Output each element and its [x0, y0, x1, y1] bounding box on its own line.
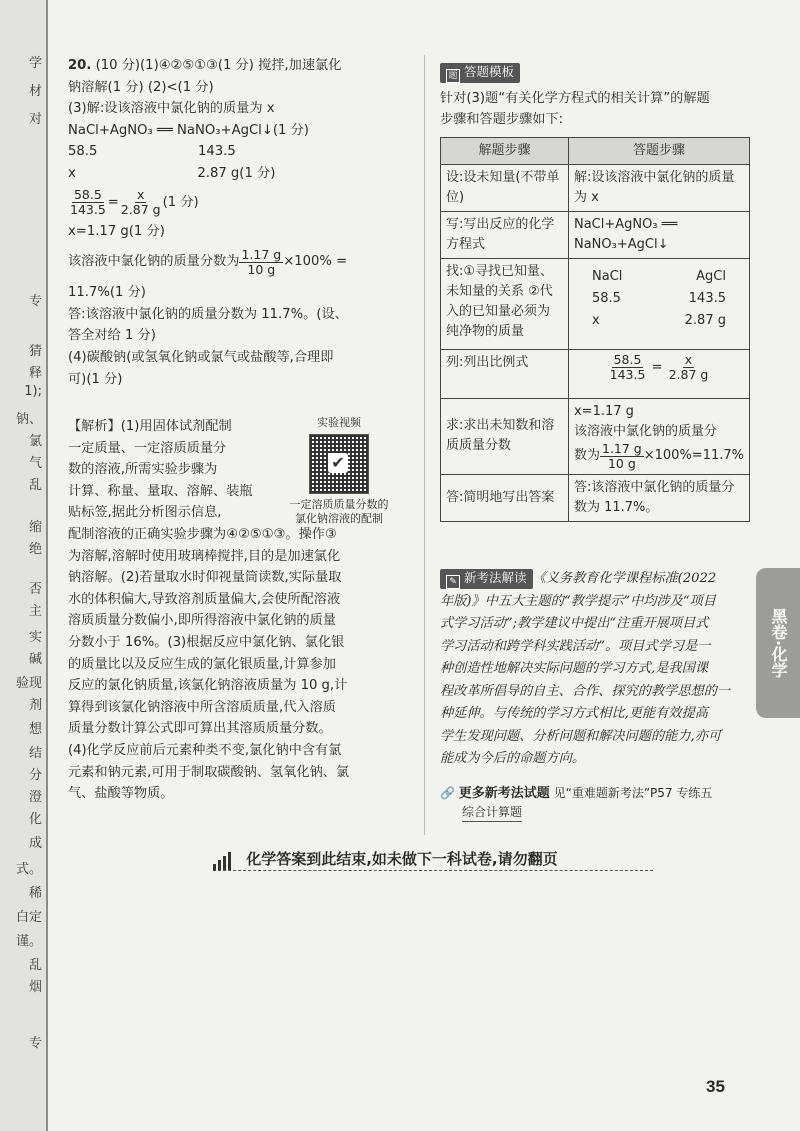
table-header: 解题步骤 — [441, 137, 569, 164]
previous-page-fragment: 化 — [28, 812, 42, 827]
pen-icon: ✎ — [446, 575, 460, 589]
previous-page-fragment: 钠、 — [15, 412, 42, 427]
question-20-answer — [68, 55, 413, 390]
dashed-divider — [213, 870, 653, 871]
previous-page-fragment: 学 — [28, 56, 42, 71]
new-exam-tag: ✎ 新考法解读 — [440, 569, 533, 589]
table-row: 列:列出比例式 $\frac{58.5}{143.5}$ = $\frac{x}{2.87 g}$ — [441, 349, 750, 398]
table-row: 求:求出未知数和溶质质量分数 x=1.17 g 该溶液中氯化钠的质量分 数为 $\frac{1.17 g}{10 g}$ ×100%=11.7% — [441, 398, 750, 474]
qr-caption: 一定溶质质量分数的 — [289, 498, 389, 511]
previous-page-fragment: 猜 — [28, 344, 42, 359]
ratio-cell: $\frac{58.5}{143.5}$ = $\frac{x}{2.87 g}$ — [568, 349, 749, 398]
end-notice: 化学答案到此结束,如未做下一科试卷,请勿翻页 — [213, 848, 558, 870]
answer-line: (3)解:设该溶液中氯化钠的质量为 x — [68, 101, 275, 117]
qr-code-icon[interactable] — [309, 434, 369, 494]
previous-page-fragment: 式。 — [15, 862, 42, 877]
previous-page-fragment: 否 — [28, 582, 42, 597]
page-number: 35 — [706, 1077, 725, 1096]
check-icon: ✔ — [328, 453, 348, 473]
answer-template-tag: 题 答题模板 — [440, 63, 520, 83]
x-result: x=1.17 g(1 分) — [68, 223, 165, 239]
previous-page-fragment: 乱 — [28, 478, 42, 493]
previous-page-fragment: 白定 — [15, 910, 42, 925]
previous-page-fragment: 专 — [28, 1036, 42, 1051]
more-questions-link[interactable]: 🔗 更多新考法试题 见“重难题新考法”P57 专练五 综合计算题 — [440, 784, 760, 821]
answer-line: 答:该溶液中氯化钠的质量分数为 11.7%。(设、 — [68, 306, 348, 322]
qr-caption: 氯化钠溶液的配制 — [295, 512, 383, 525]
analysis-section: 【解析】(1)用固体试剂配制 一定质量、一定溶质质量分 数的溶液,所需实验步骤为 计算、称量、量取、溶解、装瓶 贴标签,据此分析图示信息, 配制溶液的正确实验步骤为④②⑤①③。操作③ 为溶解,溶解时使用玻璃棒搅拌,目的是加速氯化 钠溶解。(2)若量取水时仰视量筒读数,实际量取 水的体积偏大,导致溶剂质量偏大,会使所配溶液 溶质质量分数偏小,即所得溶液中氯化钠的质量 分数小于 16%。(3)根据反应中氯化钠、氯化银 的质量比以及反应生成的氯化银质量,计算参加 反应的氯化钠质量,该氯化钠溶液质量为 10 g,计 算得到该氯化钠溶液中所含溶质质量,代入溶质 质量分数计算公式即可算出其溶质质量分数。 (4)化学反应前后元素种类不变,氯化钠中含有氯 元素和钠元素,可用于制取碳酸钠、氢氧化钠、氯 气、盐酸等物质。 — [68, 419, 350, 802]
answer-line: 钠溶解(1 分) (2)<(1 分) — [68, 79, 214, 95]
previous-page-fragment: 气 — [28, 456, 42, 471]
previous-page-fragment: 主 — [28, 604, 42, 619]
template-icon: 题 — [446, 69, 460, 83]
previous-page-fragment: 谨。 — [15, 934, 42, 949]
answer-line: 11.7%(1 分) — [68, 285, 146, 301]
previous-page-fragment: 对 — [28, 112, 42, 127]
previous-page-fragment: 成 — [28, 836, 42, 851]
previous-page-fragment: 释 — [28, 366, 42, 381]
table-header: 答题步骤 — [568, 137, 749, 164]
previous-page-fragment: 碱 — [28, 652, 42, 667]
table-row: 答:简明地写出答案 答:该溶液中氯化钠的质量分数为 11.7%。 — [441, 474, 750, 521]
previous-page-fragment: 澄 — [28, 790, 42, 805]
previous-page-fragment: 想 — [28, 722, 42, 737]
chemical-equation: NaCl+AgNO₃ ══ NaNO₃+AgCl↓(1 分) — [68, 122, 309, 138]
qr-title: 实验视频 — [317, 416, 361, 429]
question-number: 20. — [68, 58, 92, 73]
answer-line: 答全对给 1 分) — [68, 328, 156, 344]
previous-page-fragment: 稀 — [28, 886, 42, 901]
steps-table — [440, 137, 750, 522]
video-qr-block[interactable] — [280, 416, 398, 526]
new-exam-interpretation: ✎ 新考法解读 《义务教育化学课程标准(2022 年版)》中五大主题的“教学提示”中均涉及“项目 式学习活动”;教学建议中提出“注重开展项目式 学习活动和跨学科实践活动”。项目式学习是一 种创造性地解决实际问题的学习方式,是我国课 程改革所倡导的自主、合作、探究的教学思想的一 种延伸。与传统的学习方式相比,更能有效提高 学生发现问题、分析问题和解决问题的能力,亦可 能成为今后的命题方向。 — [440, 570, 731, 766]
answer-template-section: 题 答题模板 针对(3)题“有关化学方程式的相关计算”的解题 步骤和答题步骤如下: 解题步骤 答题步骤 设:设未知量(不带单位) 解:设该溶液中氯化钠的质量为 x 写:写出反应的化学方程式 NaCl+AgNO₃ ══ NaNO₃+AgCl↓ 找:①寻找已知量、未知量的关系 ②代入的已知量必须为纯净物的质量 NaCl AgCl 58.5 143.5 x 2.87 g 列:列出比例式 $\frac{58.5}{143.5}$ = $\frac{x}{2.87 g}$ 求:求出未知数和溶质质量分数 x=1.17 g 该溶液中氯化钠的质量分 数为 $\frac{1.17 g}{10 g}$ ×100%=11.7% 答:简明地写出答案 答:该溶液中氯化钠的质量分数为 11.7%。 — [440, 62, 750, 522]
table-row: 写:写出反应的化学方程式 NaCl+AgNO₃ ══ NaNO₃+AgCl↓ — [441, 211, 750, 258]
table-row: 找:①寻找已知量、未知量的关系 ②代入的已知量必须为纯净物的质量 NaCl AgCl 58.5 143.5 x 2.87 g — [441, 258, 750, 349]
answer-line: (4)碳酸钠(或氢氧化钠或氯气或盐酸等,合理即 — [68, 349, 334, 365]
previous-page-fragment: 乱 — [28, 958, 42, 973]
answer-line: x 2.87 g(1 分) — [68, 165, 276, 181]
table-row: 设:设未知量(不带单位) 解:设该溶液中氯化钠的质量为 x — [441, 164, 750, 211]
column-divider — [424, 55, 425, 835]
percent-equation: 该溶液中氯化钠的质量分数为 $\frac{1.17 g}{10 g}$ ×100% = — [68, 246, 348, 277]
ratio-equation: $\frac{58.5}{143.5}$ = $\frac{x}{2.87 g}$ (1 分) — [70, 187, 199, 218]
answer-line: 58.5 143.5 — [68, 144, 236, 160]
previous-page-edge — [0, 0, 48, 1131]
previous-page-fragment: 结 — [28, 746, 42, 761]
signal-bars-icon — [213, 852, 233, 870]
previous-page-fragment: 验现 — [15, 676, 42, 691]
previous-page-fragment: 材 — [28, 84, 42, 99]
previous-page-fragment: 实 — [28, 630, 42, 645]
answer-line: (10 分)(1)④②⑤①③(1 分) 搅拌,加速氯化 — [95, 58, 342, 73]
previous-page-fragment: 分 — [28, 768, 42, 783]
previous-page-fragment: 1); — [24, 384, 42, 399]
solve-cell: x=1.17 g 该溶液中氯化钠的质量分 数为 $\frac{1.17 g}{10 g}$ ×100%=11.7% — [568, 398, 749, 474]
subject-side-tab: 黑卷·化学 — [756, 568, 800, 718]
previous-page-fragment: 绝 — [28, 542, 42, 557]
previous-page-fragment: 缩 — [28, 520, 42, 535]
find-cell: NaCl AgCl 58.5 143.5 x 2.87 g — [568, 258, 749, 349]
previous-page-fragment: 剂 — [28, 698, 42, 713]
previous-page-fragment: 烟 — [28, 980, 42, 995]
previous-page-fragment: 专 — [28, 294, 42, 309]
previous-page-fragment: 氯 — [28, 434, 42, 449]
answer-page — [48, 0, 800, 1131]
answer-line: 可)(1 分) — [68, 371, 123, 387]
link-icon: 🔗 — [440, 786, 455, 800]
